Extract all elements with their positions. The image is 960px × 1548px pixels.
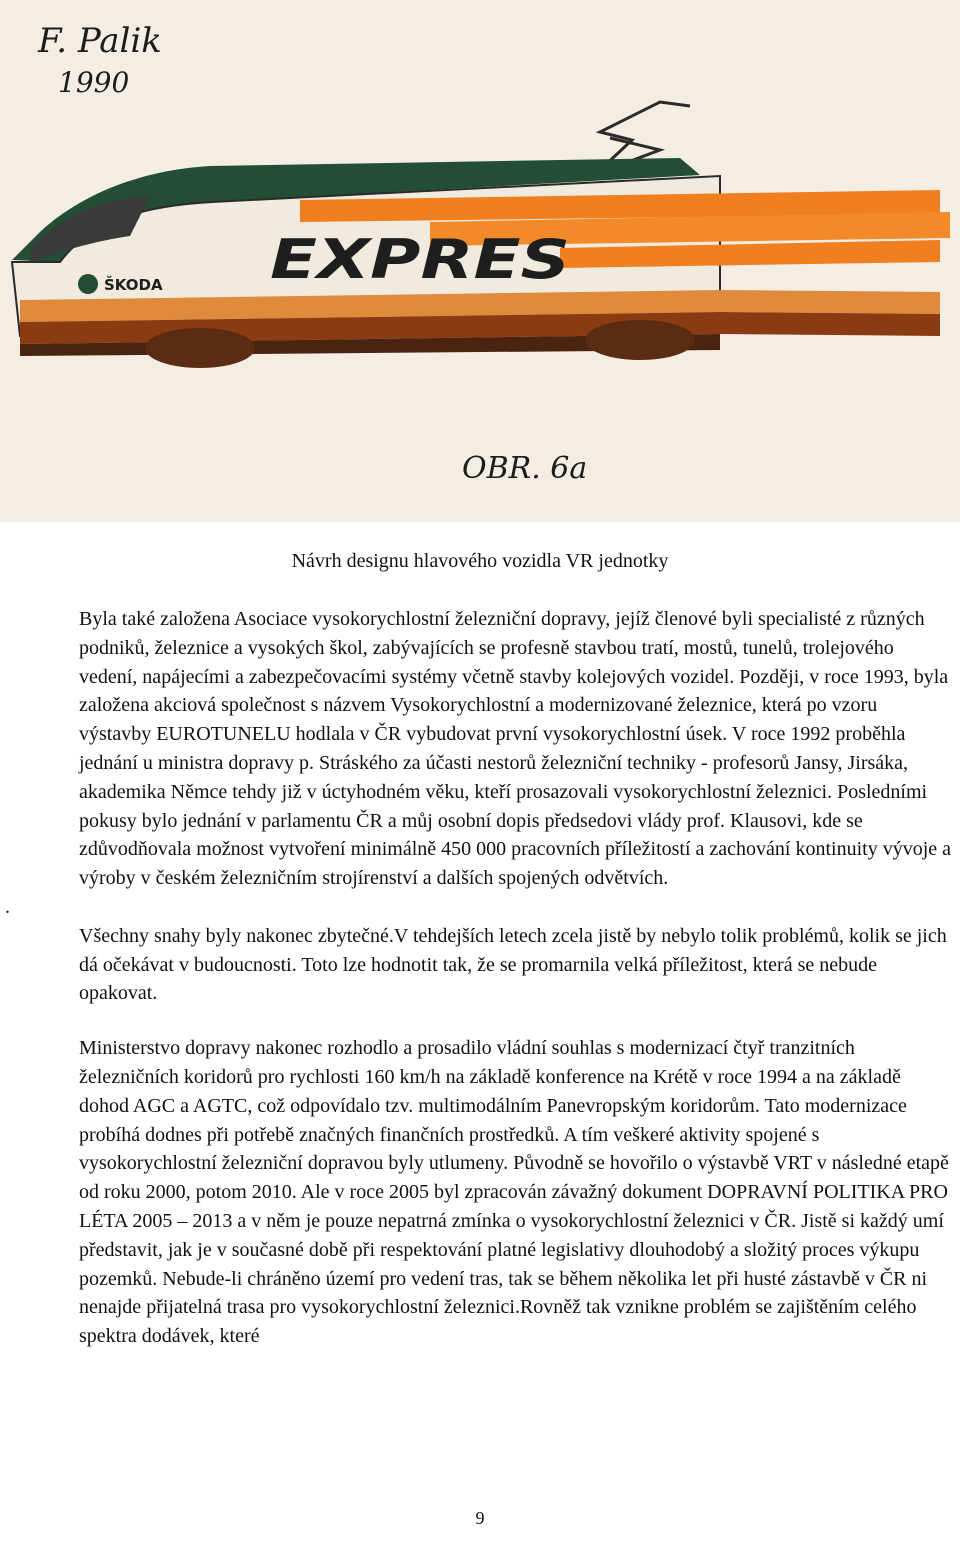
figure-label: OBR. 6a — [462, 451, 588, 486]
sketch-signature: F. Palik — [38, 21, 162, 61]
page-number: 9 — [475, 1508, 485, 1528]
paragraph-1: Byla také založena Asociace vysokorychlostní železniční dopravy, jejíž členové byli specialisté z různých podniků, železnice a vysokých škol, zabývajících se profesně stavbou tratí, mostů, tunelů, trolejového vedení, napájecími a zabezpečovacími systémy včetně stavby kolejových vozidel. Později, v roce 1993, byla založena akciová společnost s názvem Vysokorychlostní a modernizované železnice, která po vzoru výstavby EUROTUNELU hodlala v ČR vybudovat první vysokorychlostní úsek. V roce 1992 proběhla jednání u ministra dopravy p. Stráského za účasti nestorů železniční techniky - profesorů Jansy, Jirsáka, akademika Němce tehdy již v úctyhodném věku, kteří prosazovali vysokorychlostní železnici. Posledními pokusy bylo jednání v parlamentu ČR a můj osobní dopis předsedovi vlády prof. Klausovi, kde se zdůvodňovala možnost vytvoření minimálně 450 000 pracovních příležitostí a zachování kontinuity vývoje a výroby v českém železničním strojírenství a dalších spojených odvětvích. — [79, 608, 952, 890]
paragraph-3: Ministerstvo dopravy nakonec rozhodlo a prosadilo vládní souhlas s modernizací čtyř tranzitních železničních koridorů pro rychlosti 160 km/h na základě konference na Krétě v roce 1994 a na základě dohod AGC a AGTC, což odpovídalo tzv. multimodálním Panevropským koridorům. Tato modernizace probíhá dodnes při potřebě značných finančních prostředků. A tím veškeré aktivity spojené s vysokorychlostní železniční dopravou byly utlumeny. Původně se hovořilo o výstavbě VRT v následné etapě od roku 2000, potom 2010. Ale v roce 2005 byl zpracován závažný dokument DOPRAVNÍ POLITIKA PRO LÉTA 2005 – 2013 a v něm je pouze nepatrná zmínka o vysokorychlostní železnici v ČR. Jistě si každý umí představit, jak je v současné době při respektování platné legislativy dlouhodobý a složitý proces výkupu pozemků. Nebude-li chráněno území pro vedení tras, tak se během několika let při husté zástavbě v ČR ni nenajde přijatelná trasa pro vysokorychlostní železnici.Rovněž tak vznikne problém se zajištěním celého spektra dodávek, které — [79, 1037, 949, 1348]
sketch-year: 1990 — [58, 66, 130, 99]
front-bogie — [145, 328, 255, 368]
paragraph-2: Všechny snahy byly nakonec zbytečné.V tehdejších letech zcela jistě by nebylo tolik problémů, kolik se jich dá očekávat v budoucnosti. Toto lze hodnotit tak, že se promarnila velká příležitost, která se nebude opakovat. — [79, 924, 947, 1005]
paragraph-gap — [5, 1008, 953, 1034]
rear-bogie — [585, 320, 695, 360]
train-lettering: EXPRES — [270, 228, 570, 291]
brand-logo — [78, 274, 163, 294]
brand-lettering: ŠKODA — [104, 276, 163, 294]
figure-caption: Návrh designu hlavového vozidla VR jednotky — [291, 550, 669, 572]
train-design-sketch — [0, 0, 960, 522]
paragraph-dot: . — [5, 895, 10, 918]
article-body — [5, 605, 953, 1351]
